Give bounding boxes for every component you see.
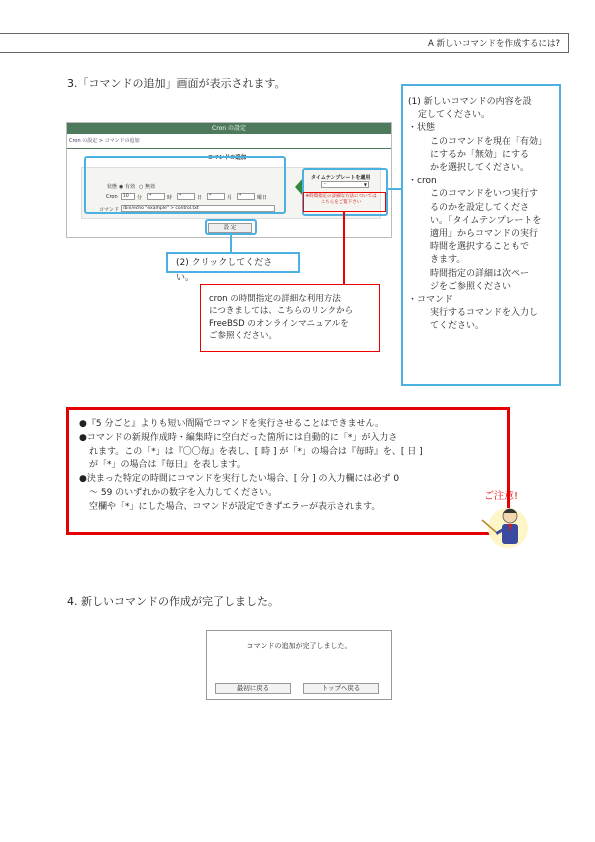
complete-dialog	[206, 630, 392, 700]
note-line: かを選択してください。	[430, 163, 530, 174]
warning-line: ●『5 分ごと』よりも短い間隔でコマンドを実行させることはできません。	[79, 419, 384, 429]
step4-title: 4. 新しいコマンドの作成が完了しました。	[67, 595, 279, 608]
cron-callout-line: FreeBSD のオンラインマニュアルを	[209, 318, 349, 329]
cron-callout-line: ご参照ください。	[209, 331, 278, 342]
note-line: 時間指定の詳細は次ペー	[430, 268, 530, 279]
weekday-unit: 曜日	[257, 195, 268, 201]
template-selected: -	[324, 181, 326, 187]
breadcrumb[interactable]: Cron の設定 > コマンドの追加	[69, 138, 140, 144]
chevron-down-icon: ▼	[363, 182, 367, 187]
minute-input[interactable]: 10	[121, 193, 135, 200]
note-line: にするか「無効」にする	[430, 149, 530, 160]
warning-line: ●決まった特定の時間にコマンドを実行したい場合、[ 分 ] の入力欄には必ず 0	[79, 474, 400, 485]
status-on-label: 有効	[124, 184, 135, 190]
note-item-head: ・コマンド	[408, 295, 454, 306]
template-title: タイムテンプレートを適用	[311, 175, 371, 181]
form-highlight	[84, 156, 286, 214]
status-on-radio[interactable]: ◉ 有効	[119, 184, 135, 190]
month-input[interactable]: *	[207, 193, 225, 200]
cron-label: Cron	[106, 194, 118, 200]
minute-unit: 分	[137, 195, 143, 201]
connector-line-red	[343, 212, 345, 284]
note-line: きます。	[430, 255, 466, 266]
complete-message: コマンドの追加が完了しました。	[246, 642, 352, 650]
header-title: A 新しいコマンドを作成するには?	[427, 39, 560, 49]
note-heading: (1) 新しいコマンドの内容を設	[408, 97, 532, 107]
screenshot-title: Cron の設定	[67, 123, 391, 134]
warning-line: 空欄や「*」にした場合、コマンドが設定できずエラーが表示されます。	[89, 501, 381, 512]
warning-line: 〜 59 のいずれかの数字を入力してください。	[89, 487, 278, 498]
warning-line: れます。この「*」は『〇〇毎』を表し、[ 時 ] が「*」の場合は『毎時』を、[ 日 ]	[89, 446, 423, 457]
note-line: 適用」からコマンドの実行	[430, 229, 539, 240]
status-off-radio[interactable]: ○ 無効	[139, 184, 155, 190]
button-highlight	[205, 219, 257, 235]
note-line: ジをご参照ください	[430, 281, 512, 292]
hour-unit: 時	[167, 195, 173, 201]
note-line: るのかを設定してくださ	[430, 202, 530, 213]
day-input[interactable]: *	[177, 193, 195, 200]
note-line: 時間を選択することもで	[430, 242, 530, 253]
connector-line	[388, 188, 402, 190]
status-label: 状態	[107, 184, 118, 190]
hour-input[interactable]: *	[147, 193, 165, 200]
note-heading: 定してください。	[418, 110, 491, 121]
warning-line: が「*」の場合は『毎日』を表します。	[89, 460, 246, 471]
link-highlight	[303, 192, 386, 212]
form-title: コマンドの追加	[207, 155, 247, 161]
warning-box	[66, 407, 510, 535]
day-unit: 日	[197, 195, 203, 201]
caution-badge: ご注意!	[484, 491, 519, 502]
cron-callout-line: につきましては、こちらのリンクから	[209, 306, 354, 317]
back-to-first-button[interactable]: 最初に戻る	[215, 683, 291, 694]
back-to-top-button[interactable]: トップへ戻る	[303, 683, 379, 694]
settings-note	[401, 84, 561, 386]
submit-button[interactable]: 設 定	[208, 223, 252, 233]
note-item-head: ・状態	[408, 123, 436, 134]
status-off-label: 無効	[144, 184, 155, 190]
note-line: い。「タイムテンプレートを	[430, 215, 542, 226]
template-help-link[interactable]: ※時間指定の詳細な方法については こちらをご覧下さい	[305, 194, 377, 205]
note-line: このコマンドを現在「有効」	[430, 136, 548, 147]
command-label: コマンド	[99, 207, 120, 213]
note-item-head: ・cron	[408, 176, 437, 187]
step3-title: 3.「コマンドの追加」画面が表示されます。	[67, 77, 286, 90]
command-input[interactable]: /bin/echo "example" > control.txt	[121, 205, 275, 212]
note-line: このコマンドをいつ実行す	[430, 189, 539, 200]
month-unit: 月	[227, 195, 233, 201]
cron-callout-line: cron の時間指定の詳細な利用方法	[209, 294, 341, 304]
connector-line-blue	[230, 235, 232, 253]
warning-line: ●コマンドの新規作成時・編集時に空白だった箇所には自動的に「*」が入力さ	[79, 432, 398, 443]
note-line: てください。	[430, 321, 485, 332]
cron-callout	[200, 284, 380, 352]
weekday-input[interactable]: *	[237, 193, 255, 200]
divider	[67, 148, 391, 149]
page-header	[0, 33, 569, 53]
note-line: 実行するコマンドを入力し	[430, 308, 539, 319]
click-callout: (2) クリックしてください。	[166, 252, 300, 273]
presenter-icon	[480, 502, 536, 550]
